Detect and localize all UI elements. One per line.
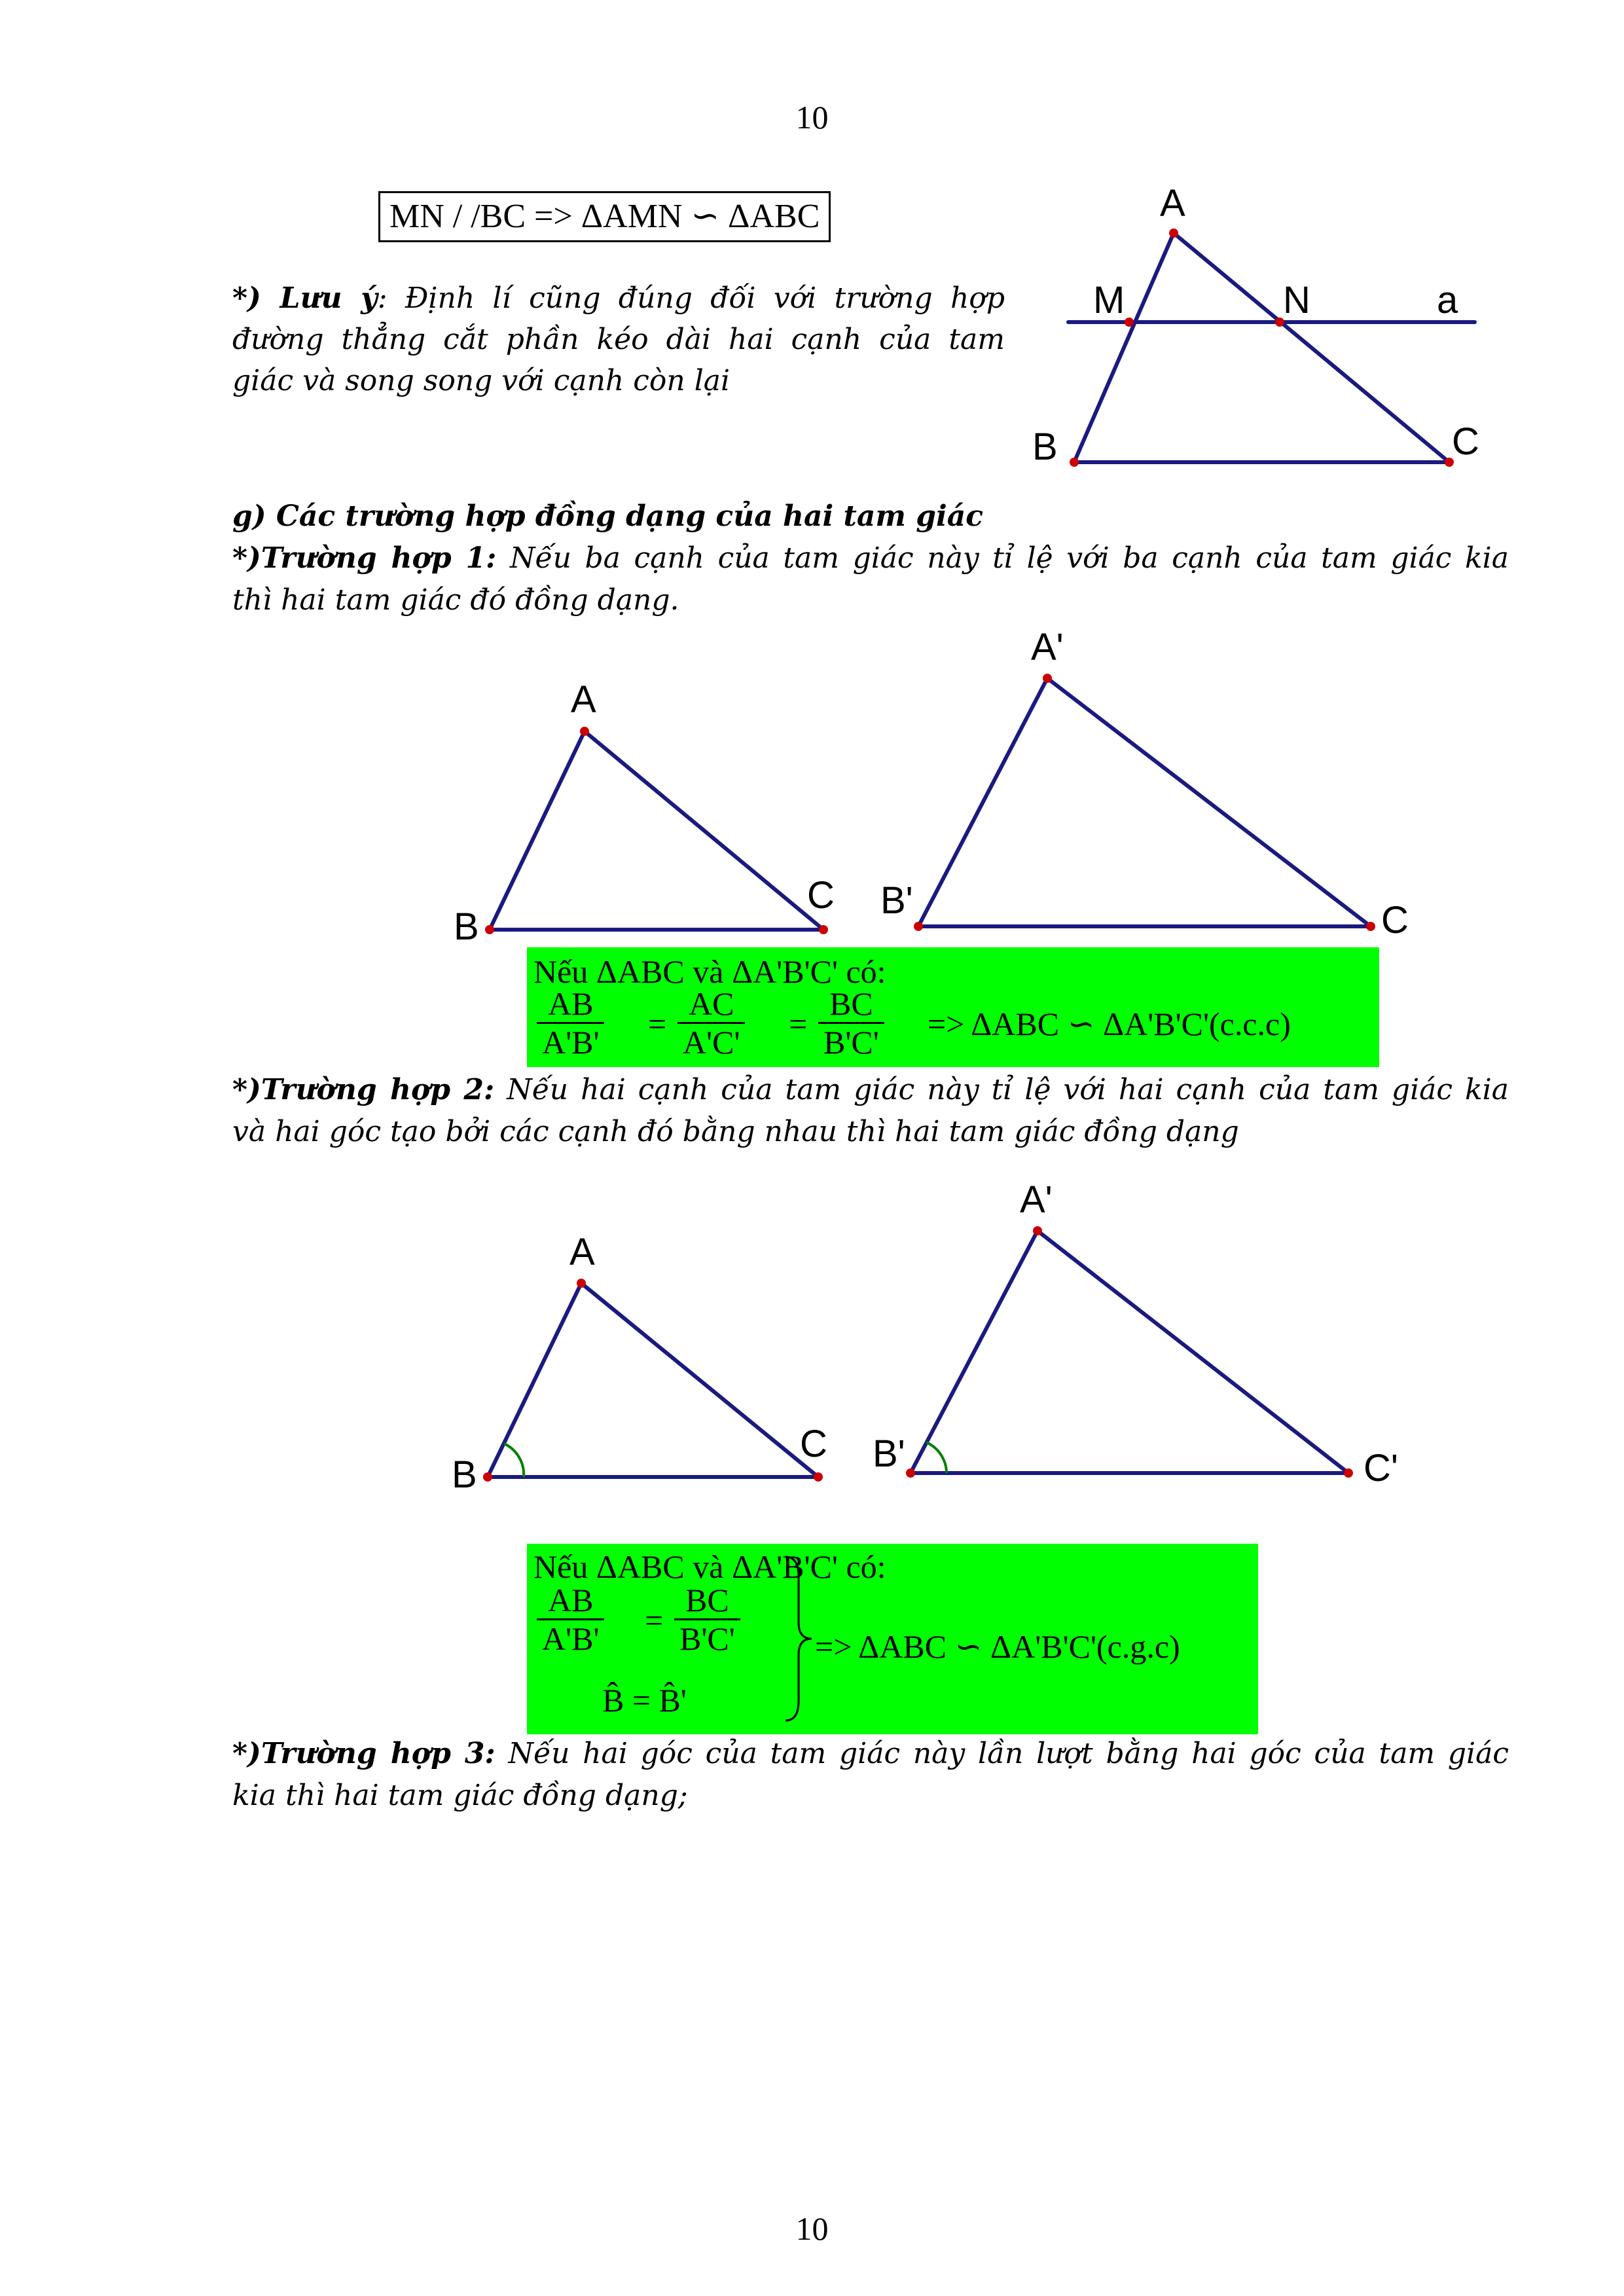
figure-case1-small [490,731,823,930]
segment-ac [1174,233,1449,462]
c2s-label-c: C [800,1423,827,1465]
case2-box-line1: Nếu ΔABC và ΔA'B'C' có: [533,1548,886,1585]
case1-line-2: thì hai tam giác đó đồng dạng. [232,583,679,617]
point [1366,922,1375,931]
figure-parallel-triangle [1068,233,1475,462]
note-line-3: giác và song song với cạnh còn lại [232,364,731,397]
angle-b-arc [504,1444,524,1477]
c1l-label-b: B' [880,879,913,922]
case1-frac-ab: $\frac{AB}{A'B'}$ [537,985,604,1061]
c2s-ab [488,1283,581,1477]
c1l-label-c: C [1381,899,1409,941]
point [580,727,589,736]
label-a: A [1160,182,1185,225]
case1-eq-2: = [789,1006,808,1042]
point [1344,1468,1353,1478]
case3-text-1: Nếu hai góc của tam giác này lần lượt bằng hai góc của tam giác [495,1737,1509,1770]
figure-case2-large [911,1231,1348,1473]
page-number-bottom: 10 [795,2210,829,2247]
case1-label: *)Trường hợp 1: [232,541,497,575]
section-g-heading: g) Các trường hợp đồng dạng của hai tam giác [232,500,984,533]
figure-case1-large [918,678,1371,926]
case2-angle-equality: B̂ = B̂' [602,1682,687,1719]
c2l-ac [1038,1231,1348,1473]
c2s-label-b: B [452,1453,477,1496]
c1s-ac [585,731,823,930]
label-c: C [1452,420,1479,463]
c2l-label-a: A' [1020,1178,1053,1221]
point [1033,1226,1042,1235]
case1-eq-1: = [648,1006,667,1042]
case2-frac-bc: $\frac{BC}{B'C'}$ [674,1582,740,1657]
parallel-line-formula: MN / /BC => ΔAMN ∽ ΔABC [378,191,831,242]
case3-line-2: kia thì hai tam giác đồng dạng; [232,1779,688,1812]
figure-case2-small [488,1283,818,1477]
c2s-ac [581,1283,818,1477]
point [819,925,828,934]
case2-label: *)Trường hợp 2: [232,1073,495,1106]
point-m [1125,318,1134,327]
case2-frac-ab: $\frac{AB}{A'B'}$ [537,1582,604,1657]
point [483,1472,492,1482]
label-m: M [1093,279,1125,321]
point-a [1169,228,1178,238]
case1-frac-bc: $\frac{BC}{B'C'}$ [818,985,884,1061]
point [577,1279,586,1288]
c1l-label-a: A' [1031,626,1064,668]
c1l-ac [1047,678,1371,926]
c1l-ab [918,678,1047,926]
label-b: B [1032,426,1058,468]
case1-text-1: Nếu ba cạnh của tam giác này tỉ lệ với ba cạnh của tam giác kia [496,541,1509,575]
label-n: N [1283,279,1310,321]
label-line-a: a [1437,279,1458,321]
c1s-label-c: C [807,874,835,917]
case3-label: *)Trường hợp 3: [232,1737,496,1770]
c1s-label-b: B [454,905,479,948]
point [814,1472,823,1482]
c2l-label-b: B' [873,1432,905,1475]
page-number-top: 10 [795,99,829,136]
case2-eq: = [645,1602,664,1639]
note-label: *) Lưu ý [232,282,378,315]
case1-frac-ac: $\frac{AC}{A'C'}$ [677,985,745,1061]
note-line-2: đường thẳng cắt phần kéo dài hai cạnh của tam [232,323,1005,356]
point [906,1468,915,1478]
note-line-1: *) Lưu ý: Định lí cũng đúng đối với trường hợp [232,282,1005,315]
note-text-1: Định lí cũng đúng đối với trường hợp [405,282,1005,315]
case1-conclusion: => ΔABC ∽ ΔA'B'C'(c.c.c) [928,1006,1291,1042]
case2-conclusion: => ΔABC ∽ ΔA'B'C'(c.g.c) [815,1628,1180,1665]
case2-line-2: và hai góc tạo bởi các cạnh đó bằng nhau thì hai tam giác đồng dạng [232,1115,1239,1148]
case1-box-line1: Nếu ΔABC và ΔA'B'C' có: [533,953,886,990]
c2l-label-c: C' [1363,1447,1398,1489]
case2-text-1: Nếu hai cạnh của tam giác này tỉ lệ với hai cạnh của tam giác kia [494,1073,1509,1106]
point [914,922,923,931]
c2s-label-a: A [569,1231,595,1273]
point [485,925,494,934]
point [1043,674,1052,683]
c1s-label-a: A [571,678,596,721]
c2l-ab [911,1231,1038,1473]
segment-ab [1074,233,1174,462]
c1s-ab [490,731,585,930]
point-b [1070,458,1079,467]
angle-b-prime-arc [926,1442,947,1473]
